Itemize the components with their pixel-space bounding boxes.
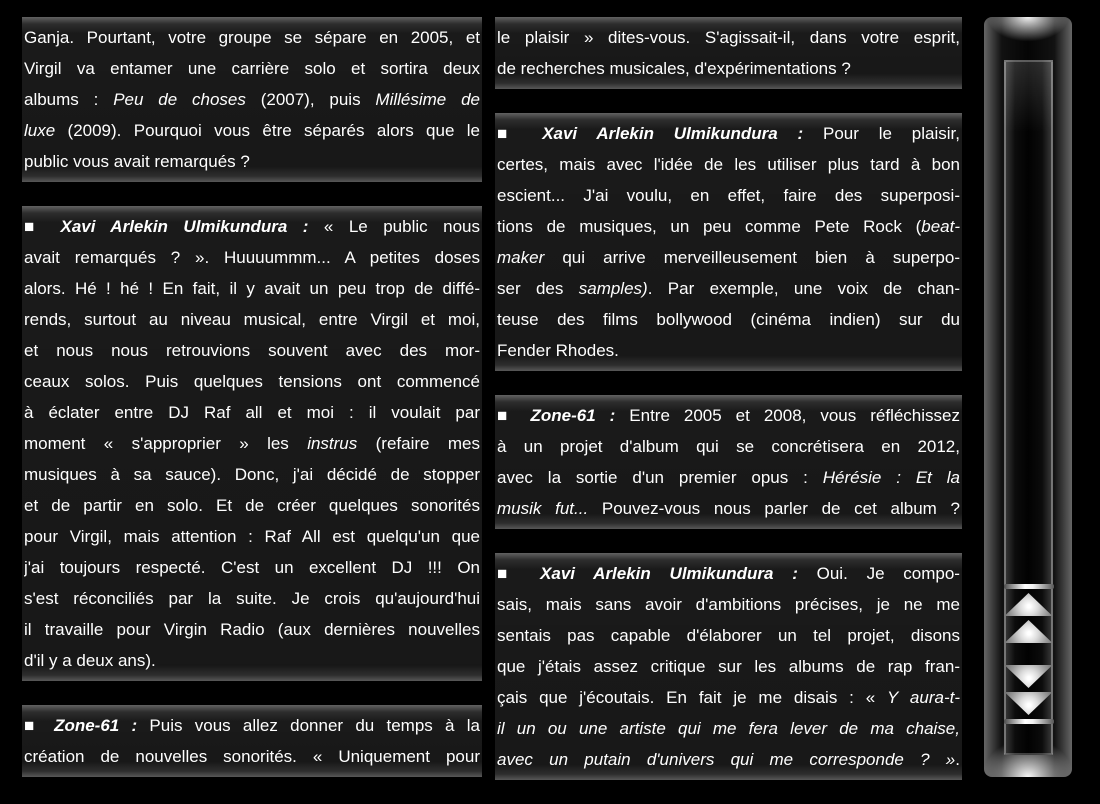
text-segment: Peu de choses xyxy=(113,90,246,109)
text-line xyxy=(24,397,480,428)
text-segment: s'est réconciliés par la suite. Je crois qu'aujourd'hui xyxy=(24,589,480,608)
speaker-name: Zone-61 : xyxy=(530,406,616,425)
paragraph-block xyxy=(22,705,482,777)
scrollbar-buttons xyxy=(1006,582,1051,726)
text-segment: le plaisir » dites-vous. S'agissait-il, dans votre esprit, xyxy=(497,28,960,47)
text-segment: il un ou une artiste qui me fera lever de ma chaise, xyxy=(497,719,960,738)
text-segment: j'ai toujours respecté. C'est un excellent DJ !!! On xyxy=(24,558,480,577)
text-segment: et de partir en solo. Et de créer quelques sonorités xyxy=(24,496,480,515)
text-line xyxy=(24,428,480,459)
text-line xyxy=(497,149,960,180)
text-line xyxy=(497,744,960,775)
text-segment: Fender Rhodes. xyxy=(497,341,619,360)
text-line xyxy=(24,490,480,521)
text-segment: Hérésie : Et la xyxy=(822,468,960,487)
jump-to-bottom-bar-icon[interactable] xyxy=(1004,719,1054,724)
text-segment: Pour le plaisir, xyxy=(803,124,960,143)
text-line xyxy=(24,211,480,242)
text-column-left xyxy=(22,17,482,801)
text-segment: ■ xyxy=(497,124,543,143)
text-line xyxy=(24,304,480,335)
text-line xyxy=(497,589,960,620)
text-line xyxy=(497,335,960,366)
text-line xyxy=(497,273,960,304)
text-line xyxy=(497,651,960,682)
text-segment: moment « s'approprier » les xyxy=(24,434,308,453)
text-line xyxy=(24,741,480,772)
text-segment: public vous avait remarqués ? xyxy=(24,152,250,171)
text-line xyxy=(24,521,480,552)
text-segment: avec la sortie d'un premier opus : xyxy=(497,468,823,487)
text-segment: à un projet d'album qui se concrétisera en 2012, xyxy=(497,437,960,456)
text-line xyxy=(24,242,480,273)
text-line xyxy=(497,713,960,744)
scroll-down-fast-icon[interactable] xyxy=(1005,692,1053,715)
text-segment: (2009). Pourquoi vous être séparés alors que le xyxy=(55,121,480,140)
text-line xyxy=(497,493,960,524)
text-line xyxy=(24,273,480,304)
text-segment: que j'étais assez critique sur les albums de rap fran- xyxy=(497,657,960,676)
text-column-right xyxy=(495,17,962,804)
text-segment: ceaux solos. Puis quelques tensions ont commencé xyxy=(24,372,480,391)
text-segment: instrus xyxy=(307,434,358,453)
text-segment: maker xyxy=(497,248,545,267)
text-segment: ser des xyxy=(497,279,579,298)
speaker-name: Xavi Arlekin Ulmikundura : xyxy=(542,124,804,143)
text-line xyxy=(24,366,480,397)
text-line xyxy=(497,53,960,84)
text-line xyxy=(24,583,480,614)
scrollbar xyxy=(984,17,1072,777)
text-line xyxy=(497,462,960,493)
scrollbar-track[interactable] xyxy=(1004,60,1053,755)
text-segment: alors. Hé ! hé ! En fait, il y avait un peu trop de diffé- xyxy=(24,279,480,298)
paragraph-block xyxy=(495,553,962,780)
text-line xyxy=(24,115,480,146)
text-segment: . xyxy=(955,750,960,769)
text-line xyxy=(24,22,480,53)
text-segment: « Le public nous xyxy=(308,217,480,236)
text-segment: avait remarqués ? ». Huuuummm... A petites doses xyxy=(24,248,480,267)
text-line xyxy=(497,400,960,431)
text-line xyxy=(497,620,960,651)
scroll-up-fast-icon[interactable] xyxy=(1005,593,1053,616)
jump-to-top-bar-icon[interactable] xyxy=(1004,584,1054,589)
text-segment: çais que j'écoutais. En fait je me disais : « xyxy=(497,688,888,707)
text-segment: Y aura-t- xyxy=(887,688,960,707)
text-segment: Pouvez-vous nous parler de cet album ? xyxy=(588,499,960,518)
text-segment: samples) xyxy=(578,279,648,298)
text-line xyxy=(24,459,480,490)
text-line xyxy=(497,682,960,713)
text-segment: teuse des films bollywood (cinéma indien) sur du xyxy=(497,310,960,329)
text-line xyxy=(497,304,960,335)
text-segment: (2007), puis xyxy=(245,90,376,109)
text-segment: albums : xyxy=(24,90,114,109)
text-segment: certes, mais avec l'idée de les utiliser plus tard à bon xyxy=(497,155,960,174)
paragraph-block xyxy=(495,17,962,89)
text-line xyxy=(497,118,960,149)
speaker-name: Zone-61 : xyxy=(54,716,138,735)
paragraph-block xyxy=(495,395,962,529)
text-segment: et nous nous retrouvions souvent avec des mor- xyxy=(24,341,480,360)
speaker-name: Xavi Arlekin Ulmikundura : xyxy=(540,564,798,583)
text-line xyxy=(497,211,960,242)
text-segment: . Par exemple, une voix de chan- xyxy=(647,279,960,298)
text-line xyxy=(497,242,960,273)
text-line xyxy=(24,53,480,84)
scroll-down-icon[interactable] xyxy=(1005,665,1053,688)
text-segment: Oui. Je compo- xyxy=(797,564,960,583)
paragraph-block xyxy=(495,113,962,371)
text-segment: escient... J'ai voulu, en effet, faire des superposi- xyxy=(497,186,960,205)
text-segment: beat- xyxy=(921,217,960,236)
text-segment: à éclater entre DJ Raf all et moi : il voulait par xyxy=(24,403,480,422)
text-segment: rends, surtout au niveau musical, entre Virgil et moi, xyxy=(24,310,480,329)
text-segment: ■ xyxy=(24,217,61,236)
text-segment: musik fut... xyxy=(497,499,589,518)
text-line xyxy=(24,710,480,741)
text-segment: il travaille pour Virgin Radio (aux dernières nouvelles xyxy=(24,620,480,639)
text-segment: pour Virgil, mais attention : Raf All est quelqu'un que xyxy=(24,527,480,546)
text-segment: création de nouvelles sonorités. « Uniquement pour xyxy=(24,747,480,766)
text-segment: ■ xyxy=(497,406,531,425)
text-line xyxy=(24,84,480,115)
text-segment: avec un putain d'univers qui me corresponde ? » xyxy=(497,750,956,769)
text-line xyxy=(24,614,480,645)
text-segment: tions de musiques, un peu comme Pete Rock ( xyxy=(497,217,922,236)
text-segment: sentais pas capable d'élaborer un tel projet, disons xyxy=(497,626,960,645)
text-line xyxy=(24,146,480,177)
text-segment: qui arrive merveilleusement bien à superpo- xyxy=(544,248,960,267)
scroll-up-icon[interactable] xyxy=(1005,620,1053,643)
text-segment: musiques à sa sauce). Donc, j'ai décidé de stopper xyxy=(24,465,480,484)
speaker-name: Xavi Arlekin Ulmikundura : xyxy=(60,217,309,236)
text-segment: sais, mais sans avoir d'ambitions précises, je ne me xyxy=(497,595,960,614)
text-segment: Puis vous allez donner du temps à la xyxy=(137,716,480,735)
text-segment: d'il y a deux ans). xyxy=(24,651,156,670)
text-line xyxy=(497,431,960,462)
text-segment: ■ xyxy=(24,716,55,735)
text-line xyxy=(24,552,480,583)
text-segment: luxe xyxy=(24,121,56,140)
text-segment: Ganja. Pourtant, votre groupe se sépare en 2005, et xyxy=(24,28,480,47)
text-line xyxy=(24,335,480,366)
text-segment: de recherches musicales, d'expérimentations ? xyxy=(497,59,851,78)
paragraph-block xyxy=(22,17,482,182)
text-segment: ■ xyxy=(497,564,541,583)
text-line xyxy=(497,180,960,211)
text-segment: Virgil va entamer une carrière solo et sortira deux xyxy=(24,59,480,78)
paragraph-block xyxy=(22,206,482,681)
text-segment: Millésime de xyxy=(375,90,480,109)
text-segment: Entre 2005 et 2008, vous réfléchissez xyxy=(615,406,960,425)
text-line xyxy=(24,645,480,676)
text-segment: (refaire mes xyxy=(357,434,480,453)
text-line xyxy=(497,558,960,589)
text-line xyxy=(497,22,960,53)
